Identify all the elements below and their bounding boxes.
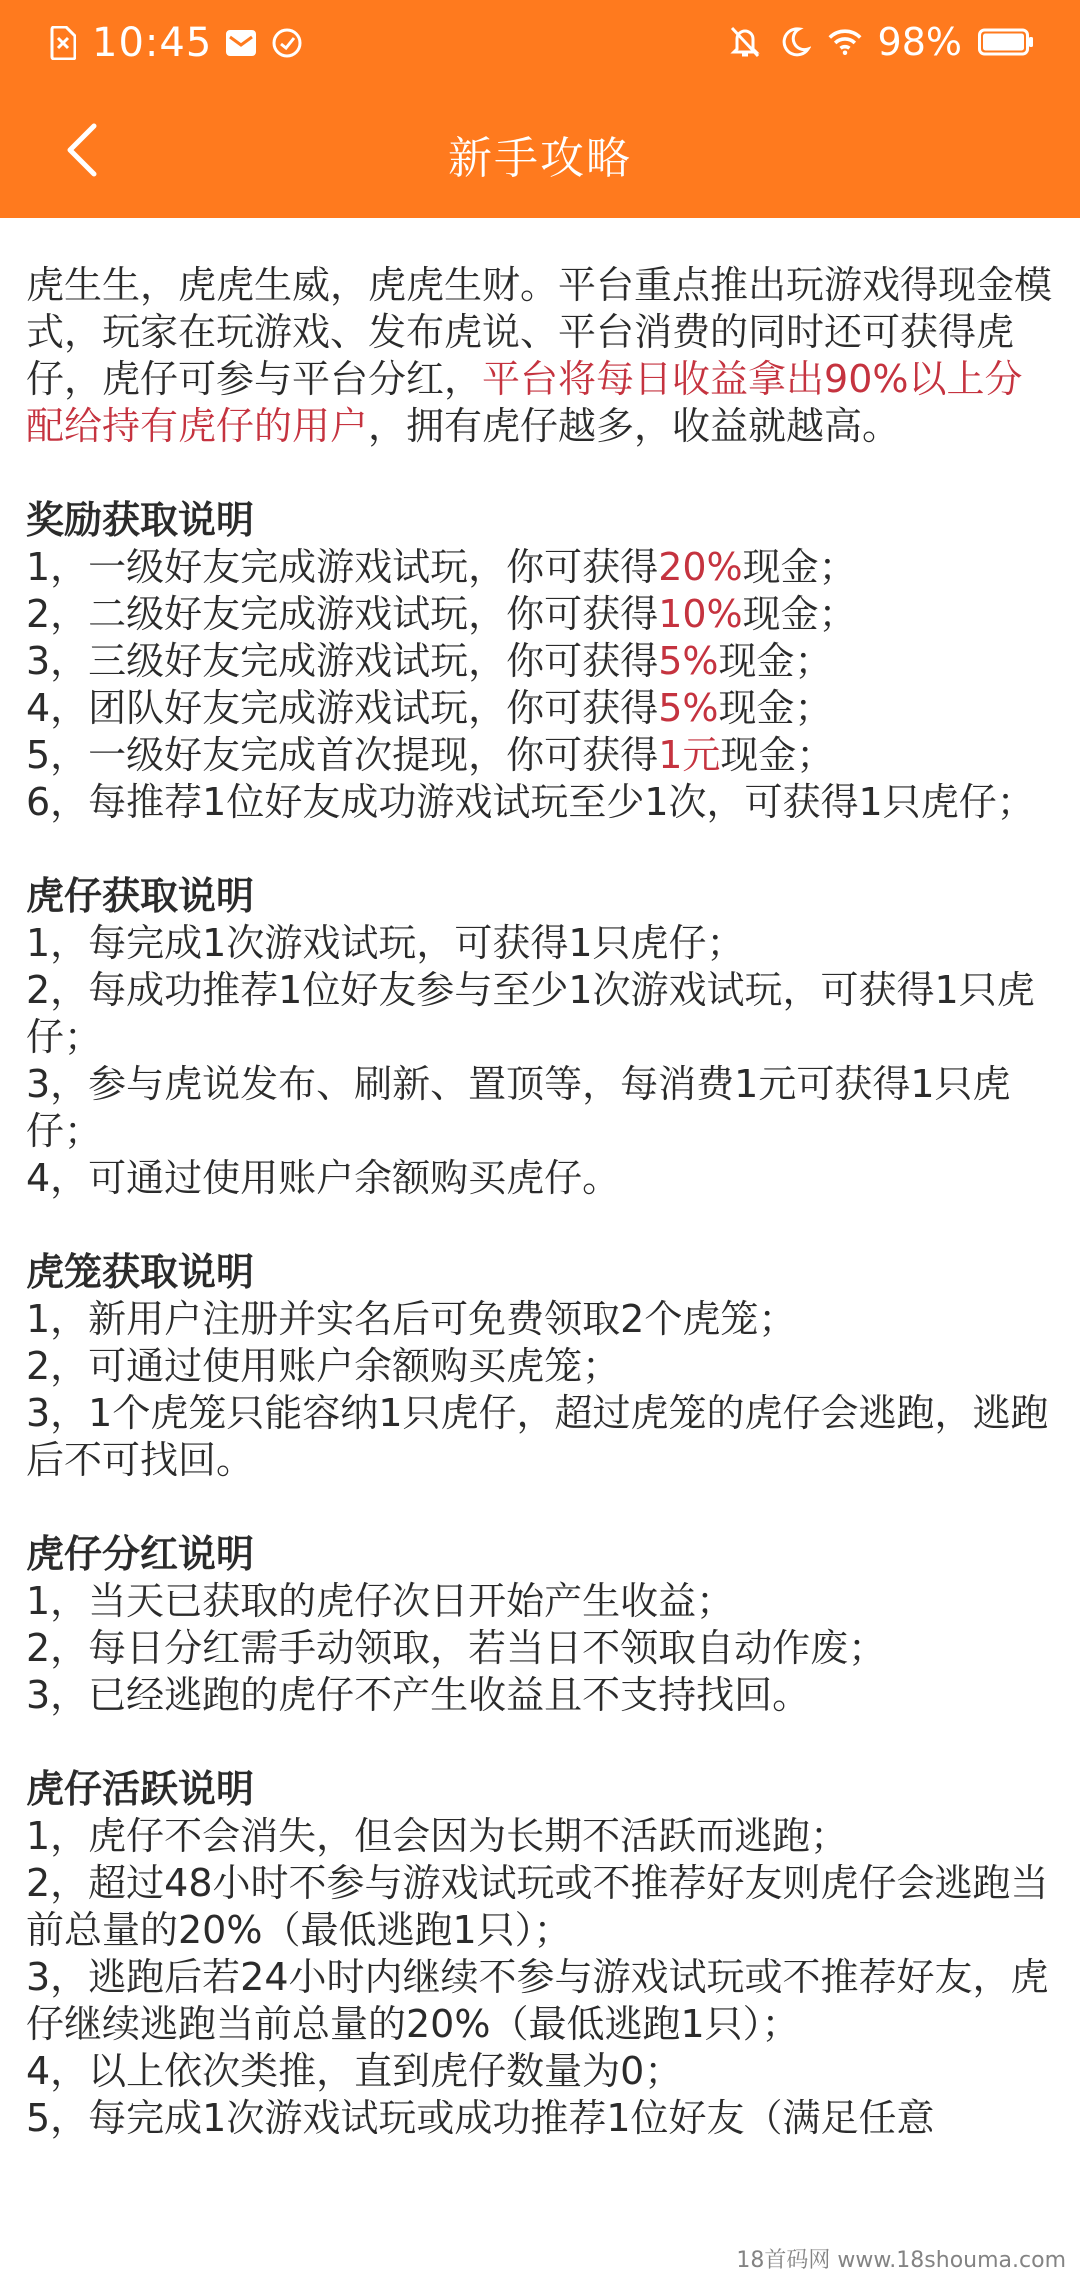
dividend-item: 2，每日分红需手动领取，若当日不领取自动作废； bbox=[26, 1626, 887, 1670]
sync-icon bbox=[270, 26, 304, 60]
battery-icon bbox=[978, 25, 1034, 59]
section-title-tiger-get: 虎仔获取说明 bbox=[26, 874, 255, 918]
page-title: 新手攻略 bbox=[448, 133, 632, 184]
reward-item: 3，三级好友完成游戏试玩，你可获得5%现金； bbox=[26, 639, 833, 683]
section-title-dividend: 虎仔分红说明 bbox=[26, 1532, 255, 1576]
moon-icon bbox=[778, 25, 812, 59]
watermark: 18首码网 www.18shouma.com bbox=[736, 2248, 1066, 2273]
cage-item: 1，新用户注册并实名后可免费领取2个虎笼； bbox=[26, 1297, 797, 1341]
tiger-get-item: 4，可通过使用账户余额购买虎仔。 bbox=[26, 1156, 621, 1200]
reward-item: 2，二级好友完成游戏试玩，你可获得10%现金； bbox=[26, 592, 857, 636]
status-time: 10:45 bbox=[92, 20, 213, 66]
cage-item: 3，1个虎笼只能容纳1只虎仔，超过虎笼的虎仔会逃跑，逃跑后不可找回。 bbox=[26, 1391, 1049, 1482]
sim-icon bbox=[46, 26, 80, 60]
active-item: 1，虎仔不会消失，但会因为长期不活跃而逃跑； bbox=[26, 1814, 849, 1858]
intro-highlight: 平台将每日收益拿出90%以上分配给持有虎仔的用户 bbox=[26, 357, 1023, 448]
dividend-item: 1，当天已获取的虎仔次日开始产生收益； bbox=[26, 1579, 735, 1623]
tiger-get-item: 3，参与虎说发布、刷新、置顶等，每消费1元可获得1只虎仔； bbox=[26, 1062, 1011, 1153]
guide-content bbox=[26, 262, 1056, 2142]
reward-item: 4，团队好友完成游戏试玩，你可获得5%现金； bbox=[26, 686, 833, 730]
active-item: 5，每完成1次游戏试玩或成功推荐1位好友（满足任意 bbox=[26, 2096, 935, 2140]
section-title-cage: 虎笼获取说明 bbox=[26, 1250, 255, 1294]
intro-text-2: ，拥有虎仔越多，收益就越高。 bbox=[368, 404, 901, 448]
mute-icon bbox=[728, 25, 762, 59]
section-title-active: 虎仔活跃说明 bbox=[26, 1767, 255, 1811]
active-item: 4，以上依次类推，直到虎仔数量为0； bbox=[26, 2049, 683, 2093]
tiger-get-item: 1，每完成1次游戏试玩，可获得1只虎仔； bbox=[26, 921, 745, 965]
section-title-reward: 奖励获取说明 bbox=[26, 498, 255, 542]
reward-item: 5，一级好友完成首次提现，你可获得1元现金； bbox=[26, 733, 835, 777]
active-item: 3，逃跑后若24小时内继续不参与游戏试玩或不推荐好友，虎仔继续逃跑当前总量的20%（最低逃跑1只）； bbox=[26, 1955, 1049, 2046]
cage-item: 2，可通过使用账户余额购买虎笼； bbox=[26, 1344, 621, 1388]
wifi-icon bbox=[828, 25, 862, 59]
dividend-item: 3，已经逃跑的虎仔不产生收益且不支持找回。 bbox=[26, 1673, 811, 1717]
nav-bar bbox=[0, 86, 1080, 218]
active-item: 2，超过48小时不参与游戏试玩或不推荐好友则虎仔会逃跑当前总量的20%（最低逃跑1只）； bbox=[26, 1861, 1049, 1952]
reward-item: 1，一级好友完成游戏试玩，你可获得20%现金； bbox=[26, 545, 857, 589]
reward-item: 6，每推荐1位好友成功游戏试玩至少1次，可获得1只虎仔； bbox=[26, 780, 1035, 824]
intro-paragraph bbox=[26, 262, 1056, 450]
battery-percent: 98% bbox=[877, 20, 962, 64]
app-header bbox=[0, 0, 1080, 218]
mail-icon bbox=[224, 26, 258, 60]
tiger-get-item: 2，每成功推荐1位好友参与至少1次游戏试玩，可获得1只虎仔； bbox=[26, 968, 1035, 1059]
intro-text-1: 虎生生，虎虎生威，虎虎生财。平台重点推出玩游戏得现金模式，玩家在玩游戏、发布虎说、平台消费的同时还可获得虎仔，虎仔可参与平台分红， bbox=[26, 263, 1053, 401]
status-bar bbox=[0, 0, 1080, 86]
